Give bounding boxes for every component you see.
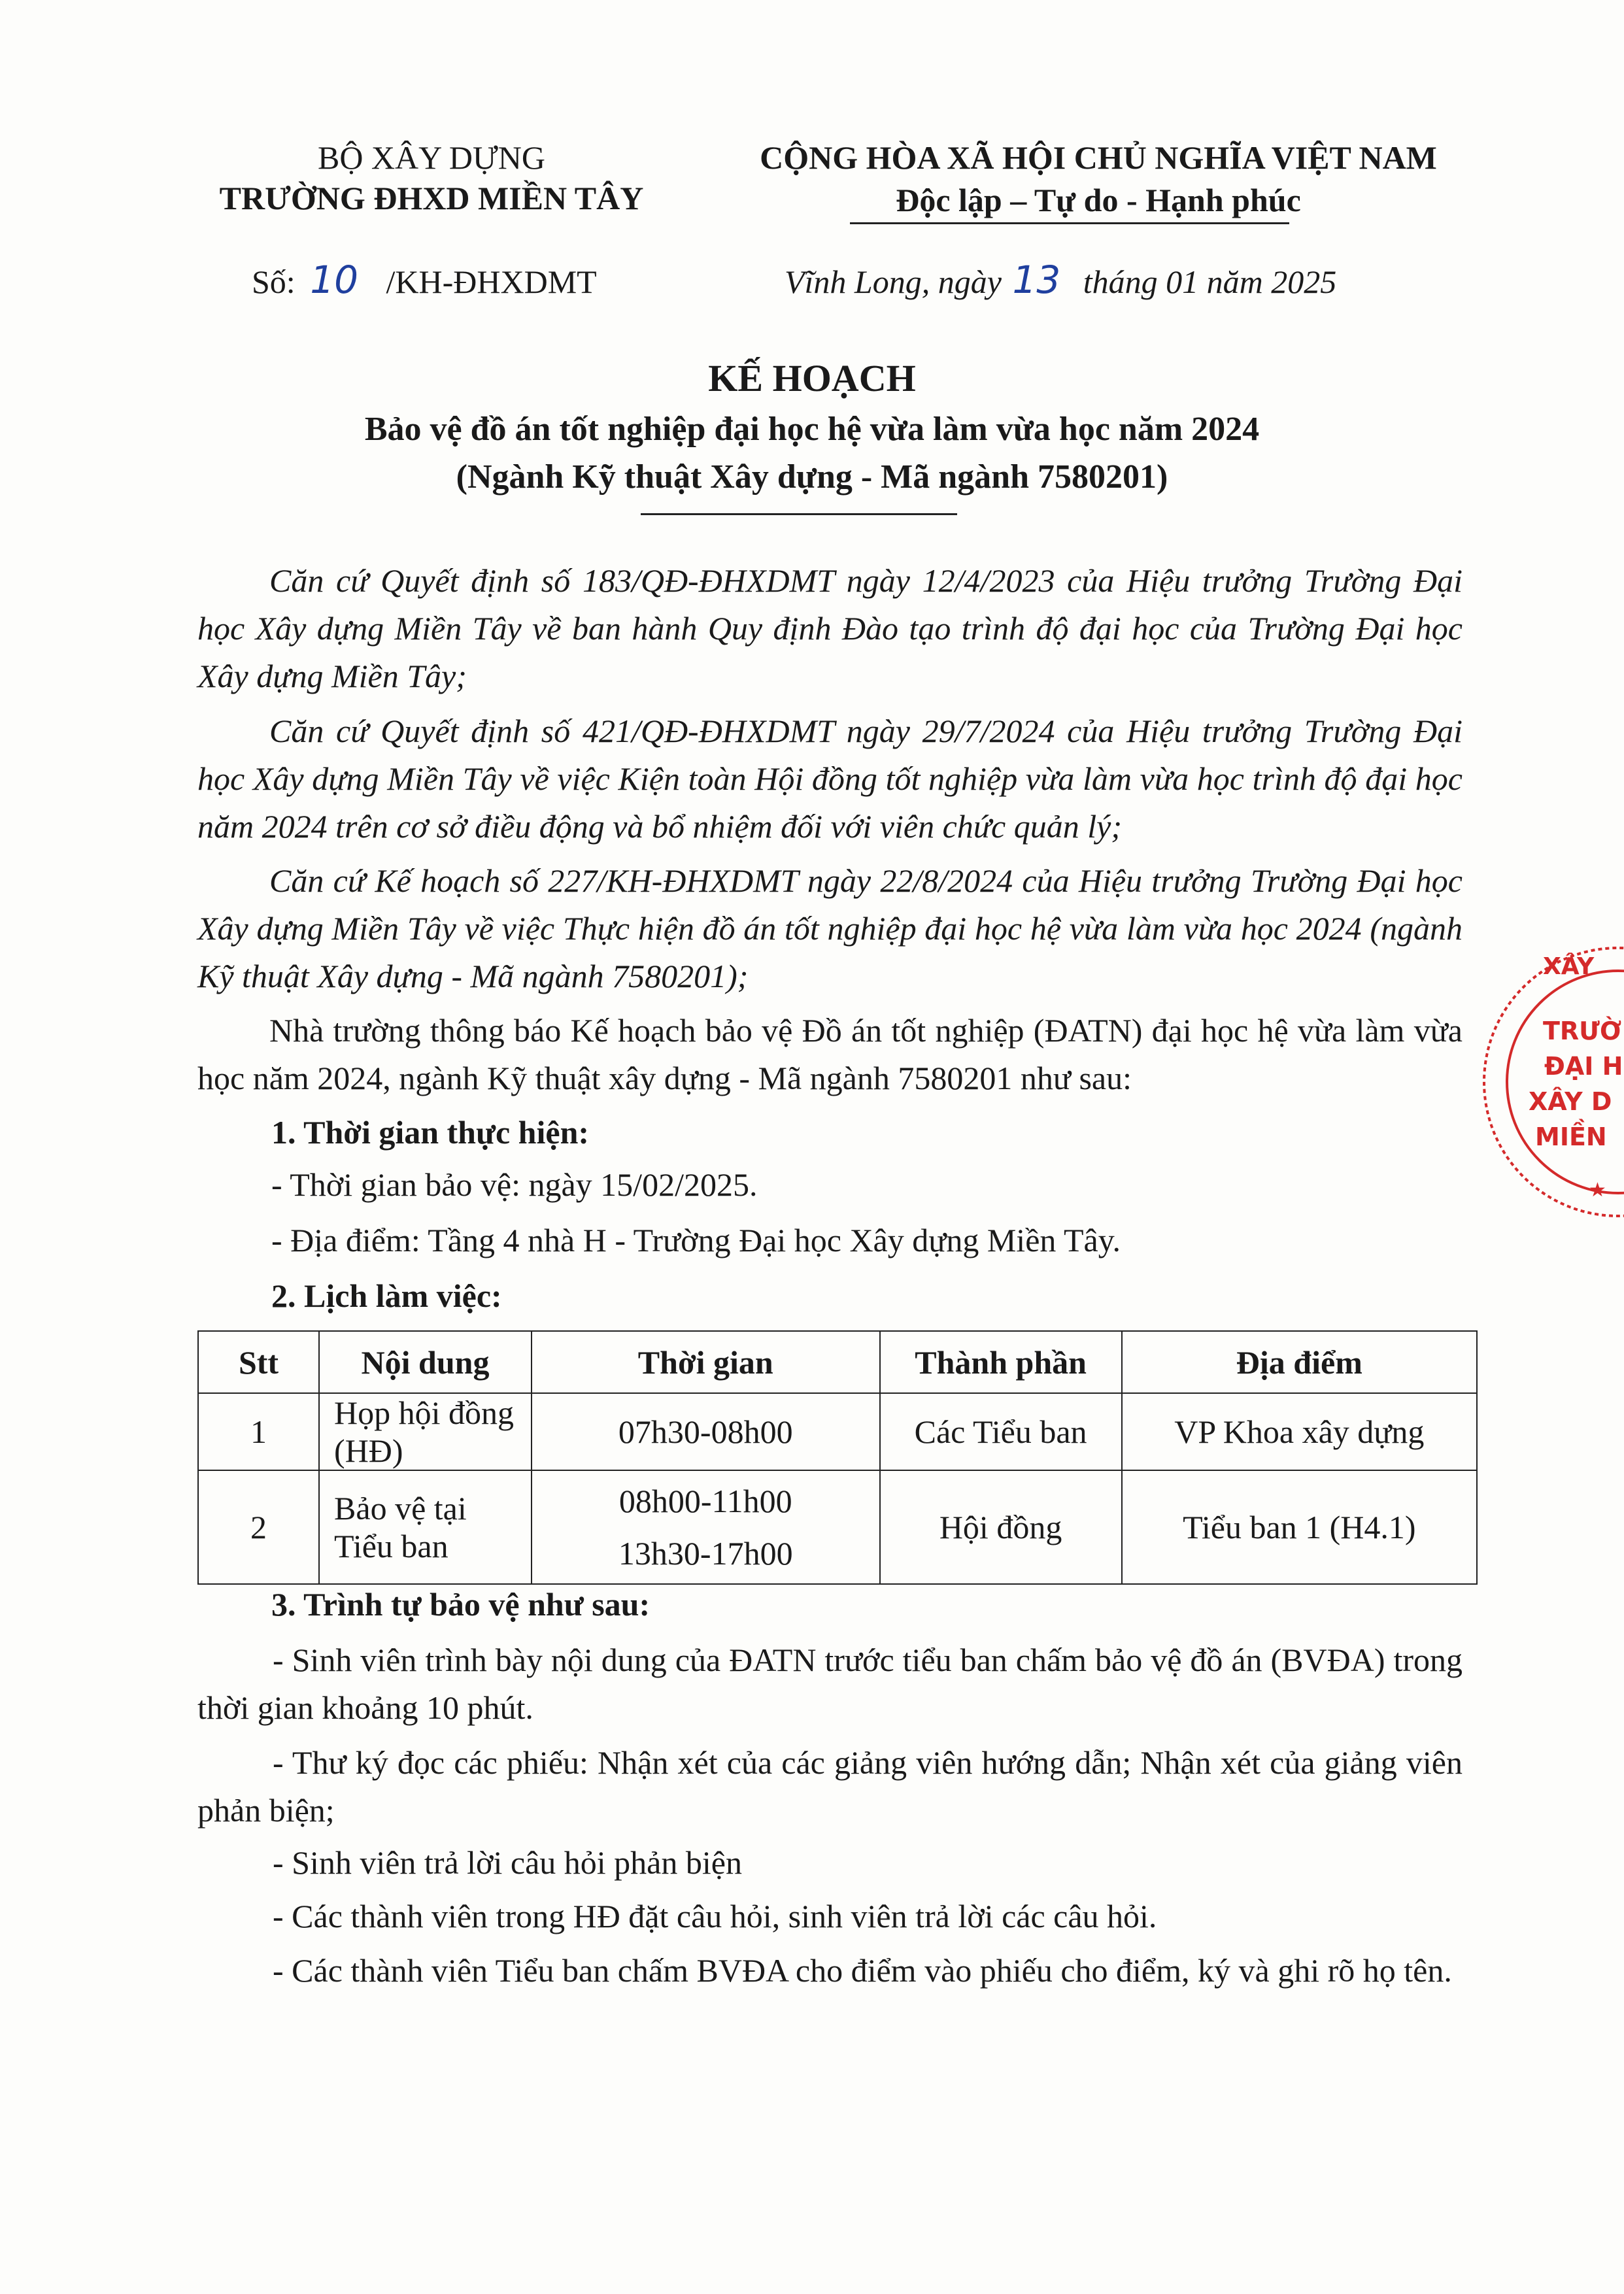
document-title: KẾ HOẠCH: [708, 357, 916, 399]
schedule-table: [197, 1330, 1478, 1585]
ministry-name: BỘ XÂY DỰNG: [317, 139, 546, 176]
column-header: Địa điểm: [1122, 1331, 1477, 1393]
section-1-heading: 1. Thời gian thực hiện:: [271, 1114, 590, 1151]
legal-basis-2: Căn cứ Quyết định số 421/QĐ-ĐHXDMT ngày 29/7/2024 của Hiệu trưởng Trường Đại học Xây dựng Miền Tây về việc Kiện toàn Hội đồng tốt nghiệp vừa làm vừa học trình độ đại học năm 2024 trên cơ sở điều động và bổ nhiệm đối với viên chức quản lý;: [197, 713, 1463, 845]
number-prefix: Số:: [252, 263, 296, 300]
seal-line-4: MIỀN: [1535, 1122, 1607, 1151]
cell-place: VP Khoa xây dựng: [1122, 1393, 1477, 1470]
date-suffix: tháng 01 năm 2025: [1083, 263, 1337, 300]
procedure-item-4: - Các thành viên trong HĐ đặt câu hỏi, sinh viên trả lời các câu hỏi.: [273, 1898, 1157, 1934]
cell-members: Các Tiểu ban: [880, 1393, 1122, 1470]
place-date: [785, 258, 1336, 303]
official-seal: [1464, 935, 1624, 1223]
document-number: [252, 258, 597, 303]
cell-time: [532, 1470, 880, 1584]
time-afternoon: 13h30-17h00: [618, 1535, 793, 1572]
defense-location: - Địa điểm: Tầng 4 nhà H - Trường Đại học Xây dựng Miền Tây.: [271, 1222, 1121, 1258]
column-header: Thành phần: [880, 1331, 1122, 1393]
procedure-item-1: - Sinh viên trình bày nội dung của ĐATN trước tiểu ban chấm bảo vệ đồ án (BVĐA) trong thời gian khoảng 10 phút.: [197, 1642, 1463, 1726]
procedure-item-2: - Thư ký đọc các phiếu: Nhận xét của các giảng viên hướng dẫn; Nhận xét của giảng viên phản biện;: [197, 1744, 1463, 1829]
republic-name: CỘNG HÒA XÃ HỘI CHỦ NGHĨA VIỆT NAM: [760, 139, 1437, 176]
date-prefix: Vĩnh Long, ngày: [785, 263, 1002, 300]
section-2-heading: 2. Lịch làm việc:: [271, 1277, 502, 1314]
number-suffix: /KH-ĐHXDMT: [386, 263, 597, 300]
cell-members: Hội đồng: [880, 1470, 1122, 1584]
seal-line-3: XÂY D: [1529, 1087, 1612, 1116]
section-3-heading: 3. Trình tự bảo vệ như sau:: [271, 1586, 651, 1623]
defense-date: - Thời gian bảo vệ: ngày 15/02/2025.: [271, 1166, 758, 1203]
document-subtitle: Bảo vệ đồ án tốt nghiệp đại học hệ vừa làm vừa học năm 2024: [364, 411, 1260, 448]
announcement: Nhà trường thông báo Kế hoạch bảo vệ Đồ án tốt nghiệp (ĐATN) đại học hệ vừa làm vừa học năm 2024, ngành Kỹ thuật xây dựng - Mã ngành 7580201 như sau:: [197, 1012, 1463, 1096]
time-morning: 08h00-11h00: [618, 1483, 792, 1519]
seal-star-icon: ★: [1589, 1179, 1606, 1202]
column-header: Stt: [198, 1331, 319, 1393]
title-underline: [641, 513, 957, 515]
cell-content: Họp hội đồng (HĐ): [319, 1393, 532, 1470]
table-row: [198, 1470, 1477, 1584]
legal-basis-3: Căn cứ Kế hoạch số 227/KH-ĐHXDMT ngày 22/8/2024 của Hiệu trưởng Trường Đại học Xây dựng Miền Tây về việc Thực hiện đồ án tốt nghiệp đại học hệ vừa làm vừa học 2024 (ngành Kỹ thuật Xây dựng - Mã ngành 7580201);: [197, 862, 1463, 994]
cell-time: 07h30-08h00: [532, 1393, 880, 1470]
date-day-handwritten: 13: [1012, 258, 1061, 302]
cell-stt: 1: [198, 1393, 319, 1470]
national-motto: Độc lập – Tự do - Hạnh phúc: [896, 182, 1301, 218]
seal-graphic: [1464, 935, 1624, 1223]
procedure-item-5: - Các thành viên Tiểu ban chấm BVĐA cho điểm vào phiếu cho điểm, ký và ghi rõ họ tên.: [273, 1952, 1452, 1989]
seal-line-2: ĐẠI H: [1544, 1052, 1623, 1081]
column-header: Thời gian: [532, 1331, 880, 1393]
seal-arc-text: XÂY: [1543, 953, 1595, 980]
cell-place: Tiểu ban 1 (H4.1): [1122, 1470, 1477, 1584]
number-handwritten: 10: [310, 258, 359, 302]
cell-stt: 2: [198, 1470, 319, 1584]
document-subtitle-major: (Ngành Kỹ thuật Xây dựng - Mã ngành 7580201): [456, 458, 1168, 496]
cell-content: Bảo vệ tại Tiểu ban: [319, 1470, 532, 1584]
seal-line-1: TRƯỜ: [1543, 1017, 1622, 1045]
column-header: Nội dung: [319, 1331, 532, 1393]
legal-basis-1: Căn cứ Quyết định số 183/QĐ-ĐHXDMT ngày 12/4/2023 của Hiệu trưởng Trường Đại học Xây dựng Miền Tây về ban hành Quy định Đào tạo trình độ đại học của Trường Đại học Xây dựng Miền Tây;: [197, 562, 1463, 694]
procedure-item-3: - Sinh viên trả lời câu hỏi phản biện: [273, 1844, 742, 1881]
school-name: TRƯỜNG ĐHXD MIỀN TÂY: [219, 180, 644, 216]
table-row: [198, 1393, 1477, 1470]
table-header-row: [198, 1331, 1477, 1393]
motto-underline: [850, 222, 1289, 224]
